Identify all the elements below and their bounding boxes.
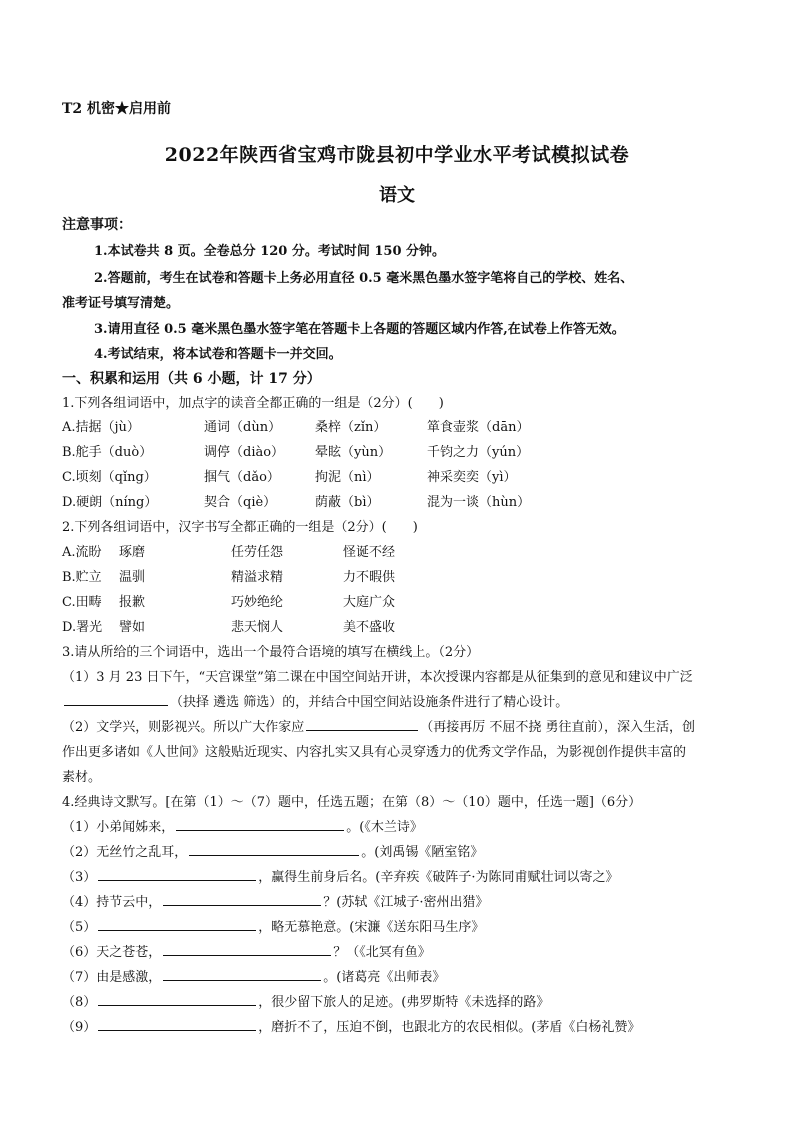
poem-prompt: （9） — [62, 1020, 97, 1035]
q1-option-cell: D.硬朗（níng） — [62, 495, 158, 510]
q3-part1-line1: （1）3 月 23 日下午，“天宫课堂”第二课在中国空间站开讲，本次授课内容都是从征集到的意见和建议中广泛 — [62, 670, 693, 685]
poem-item — [62, 1016, 640, 1035]
answer-blank[interactable] — [163, 893, 321, 906]
q2-option-cell: 悲天悯人 — [231, 620, 284, 635]
q2-option-cell: 报歉 — [119, 595, 146, 610]
q3-part2-line1 — [62, 716, 695, 735]
q1-option-cell: 掴气（dǎo） — [204, 470, 280, 485]
poem-source: ？(苏轼《江城子·密州出猎》 — [323, 895, 489, 910]
answer-blank[interactable] — [64, 693, 168, 706]
poem-item — [62, 891, 489, 910]
poem-item — [62, 866, 619, 885]
answer-blank[interactable] — [176, 818, 344, 831]
answer-blank[interactable] — [98, 868, 256, 881]
note-2-cont: 准考证号填写清楚。 — [62, 296, 180, 311]
question-1-stem: 1.下列各组词语中，加点字的读音全都正确的一组是（2分）( ) — [62, 396, 444, 411]
q2-option-cell: B.贮立 — [62, 570, 102, 585]
q2-option-cell: 譬如 — [119, 620, 146, 635]
q2-option-cell: C.田畴 — [62, 595, 102, 610]
q3-part2-line3: 素材。 — [62, 770, 102, 785]
q1-option-cell: 晕眩（yùn） — [315, 445, 392, 460]
q2-option-cell: 任劳任怨 — [231, 545, 284, 560]
q1-option-cell: 神采奕奕（yì） — [427, 470, 517, 485]
answer-blank[interactable] — [163, 943, 331, 956]
q2-option-cell: 力不暇供 — [343, 570, 396, 585]
section-heading: 一、积累和运用（共 6 小题，计 17 分） — [62, 371, 321, 387]
poem-item — [62, 966, 445, 985]
note-4: 4.考试结束，将本试卷和答题卡一并交回。 — [94, 347, 342, 362]
q1-option-cell: 混为一谈（hùn） — [427, 495, 531, 510]
poem-prompt: （4）持节云中， — [62, 895, 162, 910]
poem-source: 。(《木兰诗》 — [346, 820, 423, 835]
poem-prompt: （8） — [62, 995, 97, 1010]
q1-option-cell: 调停（diào） — [204, 445, 285, 460]
q2-option-cell: 怪诞不经 — [343, 545, 396, 560]
q2-option-cell: 美不盛收 — [343, 620, 396, 635]
answer-blank[interactable] — [98, 918, 256, 931]
q3-part2-text-a: （2）文学兴，则影视兴。所以广大作家应 — [62, 720, 305, 735]
q1-option-cell: 通词（dùn） — [204, 420, 282, 435]
note-1: 1.本试卷共 8 页。全卷总分 120 分。考试时间 150 分钟。 — [94, 244, 446, 259]
q1-option-cell: B.舵手（duò） — [62, 445, 153, 460]
poem-source: ，赢得生前身后名。(辛弃疾《破阵子·为陈同甫赋壮词以寄之》 — [258, 870, 619, 885]
q1-option-cell: C.顷刻（qǐng） — [62, 470, 157, 485]
subject-title: 语文 — [379, 185, 415, 206]
question-2-stem: 2.下列各组词语中，汉字书写全都正确的一组是（2分）( ) — [62, 520, 418, 535]
poem-source: 。(诸葛亮《出师表》 — [323, 970, 446, 985]
poem-source: ？（《北冥有鱼》 — [333, 945, 431, 960]
note-2: 2.答题前，考生在试卷和答题卡上务必用直径 0.5 毫米黑色墨水签字笔将自己的学校、姓名、 — [94, 271, 634, 286]
note-3: 3.请用直径 0.5 毫米黑色墨水签字笔在答题卡上各题的答题区域内作答,在试卷上作答无效。 — [94, 322, 625, 337]
poem-source: ，很少留下旅人的足迹。(弗罗斯特《未选择的路》 — [258, 995, 550, 1010]
q3-part2-text-b: （再接再厉 不屈不挠 勇往直前），深入生活，创 — [420, 720, 696, 735]
answer-blank[interactable] — [98, 993, 256, 1006]
q1-option-cell: 箪食壶浆（dān） — [427, 420, 530, 435]
q3-part2-line2: 作出更多诸如《人世间》这般贴近现实、内容扎实又具有心灵穿透力的优秀文学作品，为影视创作提供丰富的 — [62, 745, 687, 760]
q1-option-cell: A.拮据（jù） — [62, 420, 140, 435]
answer-blank[interactable] — [306, 718, 418, 731]
poem-source: ，略无慕艳意。(宋濂《送东阳马生序》 — [258, 920, 485, 935]
q2-option-cell: D.署光 — [62, 620, 103, 635]
q1-option-cell: 千钧之力（yún） — [427, 445, 530, 460]
q2-option-cell: A.流盼 — [62, 545, 102, 560]
confidential-tag: T2 机密★启用前 — [62, 101, 172, 117]
poem-item — [62, 916, 484, 935]
poem-item — [62, 816, 423, 835]
q1-option-cell: 拘泥（nì） — [315, 470, 380, 485]
poem-item — [62, 941, 431, 960]
answer-blank[interactable] — [98, 1018, 256, 1031]
q1-option-cell: 荫蔽（bì） — [315, 495, 380, 510]
q1-option-cell: 契合（qiè） — [204, 495, 277, 510]
poem-prompt: （6）天之苍苍， — [62, 945, 162, 960]
poem-source: 。(刘禹锡《陋室铭》 — [361, 845, 484, 860]
q2-option-cell: 琢磨 — [119, 545, 146, 560]
question-3-stem: 3.请从所给的三个词语中，选出一个最符合语境的填写在横线上。（2分） — [62, 645, 480, 660]
poem-prompt: （5） — [62, 920, 97, 935]
q1-option-cell: 桑梓（zǐn） — [315, 420, 387, 435]
poem-item — [62, 841, 483, 860]
q2-option-cell: 精溢求精 — [231, 570, 284, 585]
q2-option-cell: 大庭广众 — [343, 595, 396, 610]
question-4-stem: 4.经典诗文默写。[在第（1）～（7）题中，任选五题；在第（8）～（10）题中，任选一题]（6分） — [62, 795, 642, 810]
q3-part1-line2 — [62, 691, 568, 710]
answer-blank[interactable] — [189, 843, 359, 856]
poem-prompt: （3） — [62, 870, 97, 885]
q2-option-cell: 巧妙绝纶 — [231, 595, 284, 610]
notes-heading: 注意事项： — [62, 217, 132, 233]
q2-option-cell: 温驯 — [119, 570, 146, 585]
exam-title: 2022年陕西省宝鸡市陇县初中学业水平考试模拟试卷 — [164, 144, 630, 166]
poem-item — [62, 991, 549, 1010]
poem-prompt: （2）无丝竹之乱耳， — [62, 845, 188, 860]
poem-prompt: （7）由是感激， — [62, 970, 162, 985]
answer-blank[interactable] — [163, 968, 321, 981]
q3-part1-text: （抉择 遴选 筛选）的，并结合中国空间站设施条件进行了精心设计。 — [170, 695, 569, 710]
poem-source: ，磨折不了，压迫不倒，也跟北方的农民相似。(茅盾《白杨礼赞》 — [258, 1020, 641, 1035]
poem-prompt: （1）小弟闻姊来， — [62, 820, 175, 835]
